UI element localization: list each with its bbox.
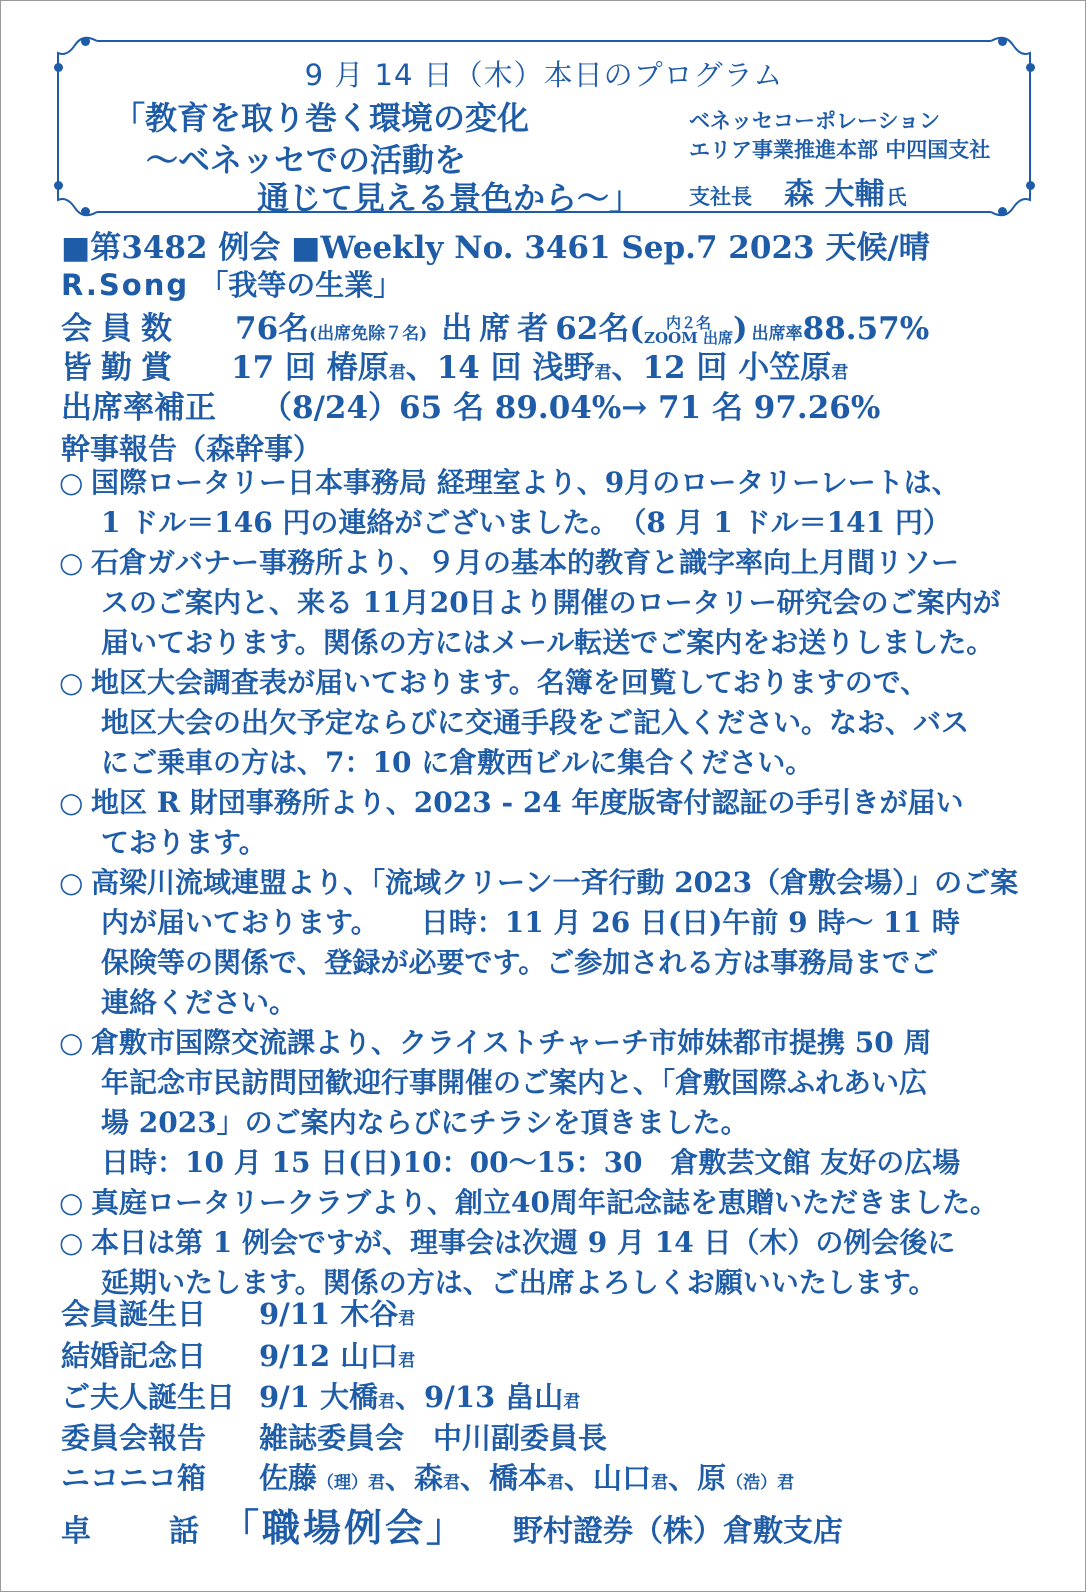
report-bullet: ○ bbox=[59, 546, 84, 579]
report-item bbox=[59, 1023, 1018, 1063]
secretary-report-heading: 幹事報告（森幹事） bbox=[61, 432, 323, 466]
report-item-continuation bbox=[59, 903, 1018, 943]
report-item-text: 石倉ガバナー事務所より、９月の基本的教育と識字率向上月間リソー bbox=[91, 546, 960, 579]
niko-sato: 佐藤 bbox=[259, 1461, 318, 1495]
table-speech-company: 野村證券（株）倉敷支店 bbox=[513, 1514, 844, 1549]
wedding-anniversary-kun: 君 bbox=[398, 1351, 416, 1371]
attendance-rate-label: 出席率 bbox=[751, 324, 803, 344]
report-bullet: ○ bbox=[59, 866, 84, 899]
committee-report-row bbox=[61, 1416, 607, 1457]
attendance-rate-value: 88.57% bbox=[802, 311, 930, 347]
member-birthday-kun: 君 bbox=[398, 1309, 416, 1329]
wedding-anniversary-row bbox=[61, 1334, 415, 1375]
speaker-company: ベネッセコーポレーション bbox=[689, 108, 941, 133]
spouse-birthday-value-2: 、9/13 畠山 bbox=[395, 1380, 564, 1414]
report-item-text: にご乗車の方は、7：10 に倉敷西ビルに集合ください。 bbox=[101, 746, 814, 779]
members-label: 会員数 bbox=[61, 311, 181, 347]
report-bullet: ○ bbox=[59, 466, 84, 499]
report-bullet: ○ bbox=[59, 666, 84, 699]
report-item bbox=[59, 1183, 1018, 1223]
report-bullet: ○ bbox=[59, 1026, 84, 1059]
niko-sato-note: （理） bbox=[317, 1473, 369, 1493]
perfect-kun-3: 君 bbox=[831, 363, 849, 383]
report-item bbox=[59, 663, 1018, 703]
niko-kun: 君 bbox=[547, 1473, 565, 1493]
speaker-honorific: 氏 bbox=[886, 185, 907, 209]
niko-kun: 君 bbox=[443, 1473, 461, 1493]
report-item bbox=[59, 543, 1018, 583]
talk-title-line-3: 通じて見える景色から〜」 bbox=[257, 179, 642, 217]
attendance-correction-label: 出席率補正 bbox=[61, 390, 216, 426]
report-item-continuation bbox=[59, 823, 1018, 863]
secretary-report-list bbox=[59, 463, 1018, 1303]
report-item-continuation bbox=[59, 743, 1018, 783]
speaker-department: エリア事業推進本部 中四国支社 bbox=[689, 137, 991, 162]
frame-corner-br bbox=[991, 173, 1030, 215]
report-item-text: 1 ドル＝146 円の連絡がございました。 （8 月 1 ドル＝141 円） bbox=[101, 506, 951, 539]
member-birthday-label: 会員誕生日 bbox=[61, 1297, 207, 1331]
members-note: (出席免除７名) bbox=[309, 324, 428, 344]
frame-dot bbox=[81, 207, 90, 216]
report-item-continuation bbox=[59, 583, 1018, 623]
talk-title-line-2: 〜ベネッセでの活動を bbox=[146, 141, 467, 179]
perfect-attendance-row bbox=[61, 342, 848, 387]
song-title: 「我等の生業」 bbox=[199, 268, 403, 302]
report-item-text: 地区大会の出欠予定ならびに交通手段をご記入ください。なお、バス bbox=[101, 706, 970, 739]
member-birthday-row bbox=[61, 1292, 415, 1333]
niko-yamaguchi: 、山口 bbox=[564, 1461, 652, 1495]
committee-report-value: 雑誌委員会 中川副委員長 bbox=[259, 1421, 608, 1455]
niko-box-row bbox=[61, 1456, 794, 1497]
niko-kun: 君 bbox=[368, 1473, 386, 1493]
perfect-entry-3: 、12 回 小笠原 bbox=[611, 350, 832, 386]
report-item-continuation bbox=[59, 1103, 1018, 1143]
report-item bbox=[59, 463, 1018, 503]
report-item-continuation bbox=[59, 1063, 1018, 1103]
report-item-text: 真庭ロータリークラブより、創立40周年記念誌を恵贈いただきました。 bbox=[91, 1186, 998, 1219]
frame-dot bbox=[1026, 181, 1035, 190]
speaker-line bbox=[689, 169, 906, 213]
spouse-birthday-value-1: 9/1 大橋 bbox=[259, 1380, 379, 1414]
attendance-note bbox=[644, 313, 733, 347]
niko-hara: 、原 bbox=[668, 1461, 727, 1495]
report-item bbox=[59, 863, 1018, 903]
report-item-text: 延期いたします。関係の方は、ご出席よろしくお願いいたします。 bbox=[101, 1266, 937, 1299]
niko-mori: 、森 bbox=[385, 1461, 444, 1495]
report-item-text: 場 2023」のご案内ならびにチラシを頂きました。 bbox=[101, 1106, 749, 1139]
report-item-text: スのご案内と、来る 11月20日より開催のロータリー研究会のご案内が bbox=[101, 586, 1001, 619]
report-item-continuation bbox=[59, 1143, 1018, 1183]
committee-report-label: 委員会報告 bbox=[61, 1421, 207, 1455]
spouse-birthday-kun-2: 君 bbox=[563, 1392, 581, 1412]
talk-title-line-1: 「教育を取り巻く環境の変化 bbox=[113, 99, 530, 137]
attendance-correction-value: （8/24）65 名 89.04%→ 71 名 97.26% bbox=[261, 390, 881, 426]
perfect-entry-1: 17 回 椿原 bbox=[231, 350, 389, 386]
frame-dot bbox=[54, 181, 63, 190]
report-item bbox=[59, 1223, 1018, 1263]
program-heading: 9 月 14 日（木）本日のプログラム bbox=[304, 58, 784, 92]
niko-hashimoto: 、橋本 bbox=[460, 1461, 548, 1495]
table-speech-title: 「職場例会」 bbox=[221, 1505, 468, 1550]
perfect-kun-1: 君 bbox=[388, 363, 406, 383]
attendance-correction-row bbox=[61, 382, 880, 427]
report-item-continuation bbox=[59, 503, 1018, 543]
report-item-continuation bbox=[59, 623, 1018, 663]
perfect-attendance-label: 皆勤賞 bbox=[61, 350, 181, 386]
frame-dot bbox=[998, 37, 1007, 46]
attendance-count: 62名( bbox=[555, 311, 645, 347]
report-item-text: 内が届いております。 日時：11 月 26 日(日)午前 9 時〜 11 時 bbox=[101, 906, 960, 939]
attendance-label: 出席者 bbox=[441, 311, 556, 347]
table-speech-row bbox=[61, 1497, 843, 1552]
report-item bbox=[59, 783, 1018, 823]
report-bullet: ○ bbox=[59, 1186, 84, 1219]
frame-dot bbox=[81, 37, 90, 46]
report-item-text: 地区 R 財団事務所より、2023 - 24 年度版寄付認証の手引きが届い bbox=[91, 786, 964, 819]
weekly-header-line: ■第3482 例会 ■Weekly No. 3461 Sep.7 2023 天候/晴 bbox=[61, 230, 930, 266]
report-item-text: 届いております。関係の方にはメール転送でご案内をお送りしました。 bbox=[101, 626, 995, 659]
attendance-note-line-1: 内２名 bbox=[666, 313, 712, 332]
report-item-text: 国際ロータリー日本事務局 経理室より、9月のロータリーレートは、 bbox=[91, 466, 960, 499]
frame-corner-bl bbox=[58, 173, 97, 215]
niko-box-label: ニコニコ箱 bbox=[61, 1461, 207, 1495]
report-item-text: 倉敷市国際交流課より、クライストチャーチ市姉妹都市提携 50 周 bbox=[91, 1026, 932, 1059]
report-item-text: 保険等の関係で、登録が必要です。ご参加される方は事務局までご bbox=[101, 946, 939, 979]
report-item-continuation bbox=[59, 703, 1018, 743]
wedding-anniversary-label: 結婚記念日 bbox=[61, 1339, 207, 1373]
report-item-text: 日時：10 月 15 日(日)10：00〜15：30 倉敷芸文館 友好の広場 bbox=[101, 1146, 961, 1179]
members-count: 76名 bbox=[235, 311, 310, 347]
rotary-song-line bbox=[61, 263, 402, 304]
wedding-anniversary-value: 9/12 山口 bbox=[259, 1339, 399, 1373]
report-item-text: 連絡ください。 bbox=[101, 986, 298, 1019]
report-item-text: 本日は第 1 例会ですが、理事会は次週 9 月 14 日（木）の例会後に bbox=[91, 1226, 956, 1259]
spouse-birthday-row bbox=[61, 1375, 580, 1416]
report-item-text: 高梁川流域連盟より、「流域クリーン一斉行動 2023（倉敷会場）」のご案 bbox=[91, 866, 1019, 899]
perfect-kun-2: 君 bbox=[594, 363, 612, 383]
report-bullet: ○ bbox=[59, 786, 84, 819]
niko-kun: 君 bbox=[651, 1473, 669, 1493]
song-label: R.Song bbox=[61, 268, 190, 302]
spouse-birthday-label: ご夫人誕生日 bbox=[61, 1380, 236, 1414]
report-item-continuation bbox=[59, 983, 1018, 1023]
spouse-birthday-kun-1: 君 bbox=[378, 1392, 396, 1412]
report-item-text: ております。 bbox=[101, 826, 267, 859]
report-item-continuation bbox=[59, 943, 1018, 983]
frame-dot bbox=[998, 207, 1007, 216]
speaker-name: 森 大輔 bbox=[784, 177, 885, 212]
perfect-entry-2: 、14 回 浅野 bbox=[405, 350, 595, 386]
report-item-text: 地区大会調査表が届いております。名簿を回覧しておりますので、 bbox=[91, 666, 929, 699]
niko-kun: 君 bbox=[777, 1473, 795, 1493]
niko-hara-note: （浩） bbox=[726, 1473, 778, 1493]
speaker-role: 支社長 bbox=[689, 184, 752, 209]
attendance-note-line-2: ZOOM 出席 bbox=[644, 328, 733, 347]
member-birthday-value: 9/11 木谷 bbox=[259, 1297, 399, 1331]
attendance-close: ) bbox=[732, 311, 748, 347]
table-speech-label: 卓話 bbox=[61, 1514, 277, 1549]
report-bullet: ○ bbox=[59, 1226, 84, 1259]
report-item-text: 年記念市民訪問団歓迎行事開催のご案内と、「倉敷国際ふれあい広 bbox=[101, 1066, 928, 1099]
